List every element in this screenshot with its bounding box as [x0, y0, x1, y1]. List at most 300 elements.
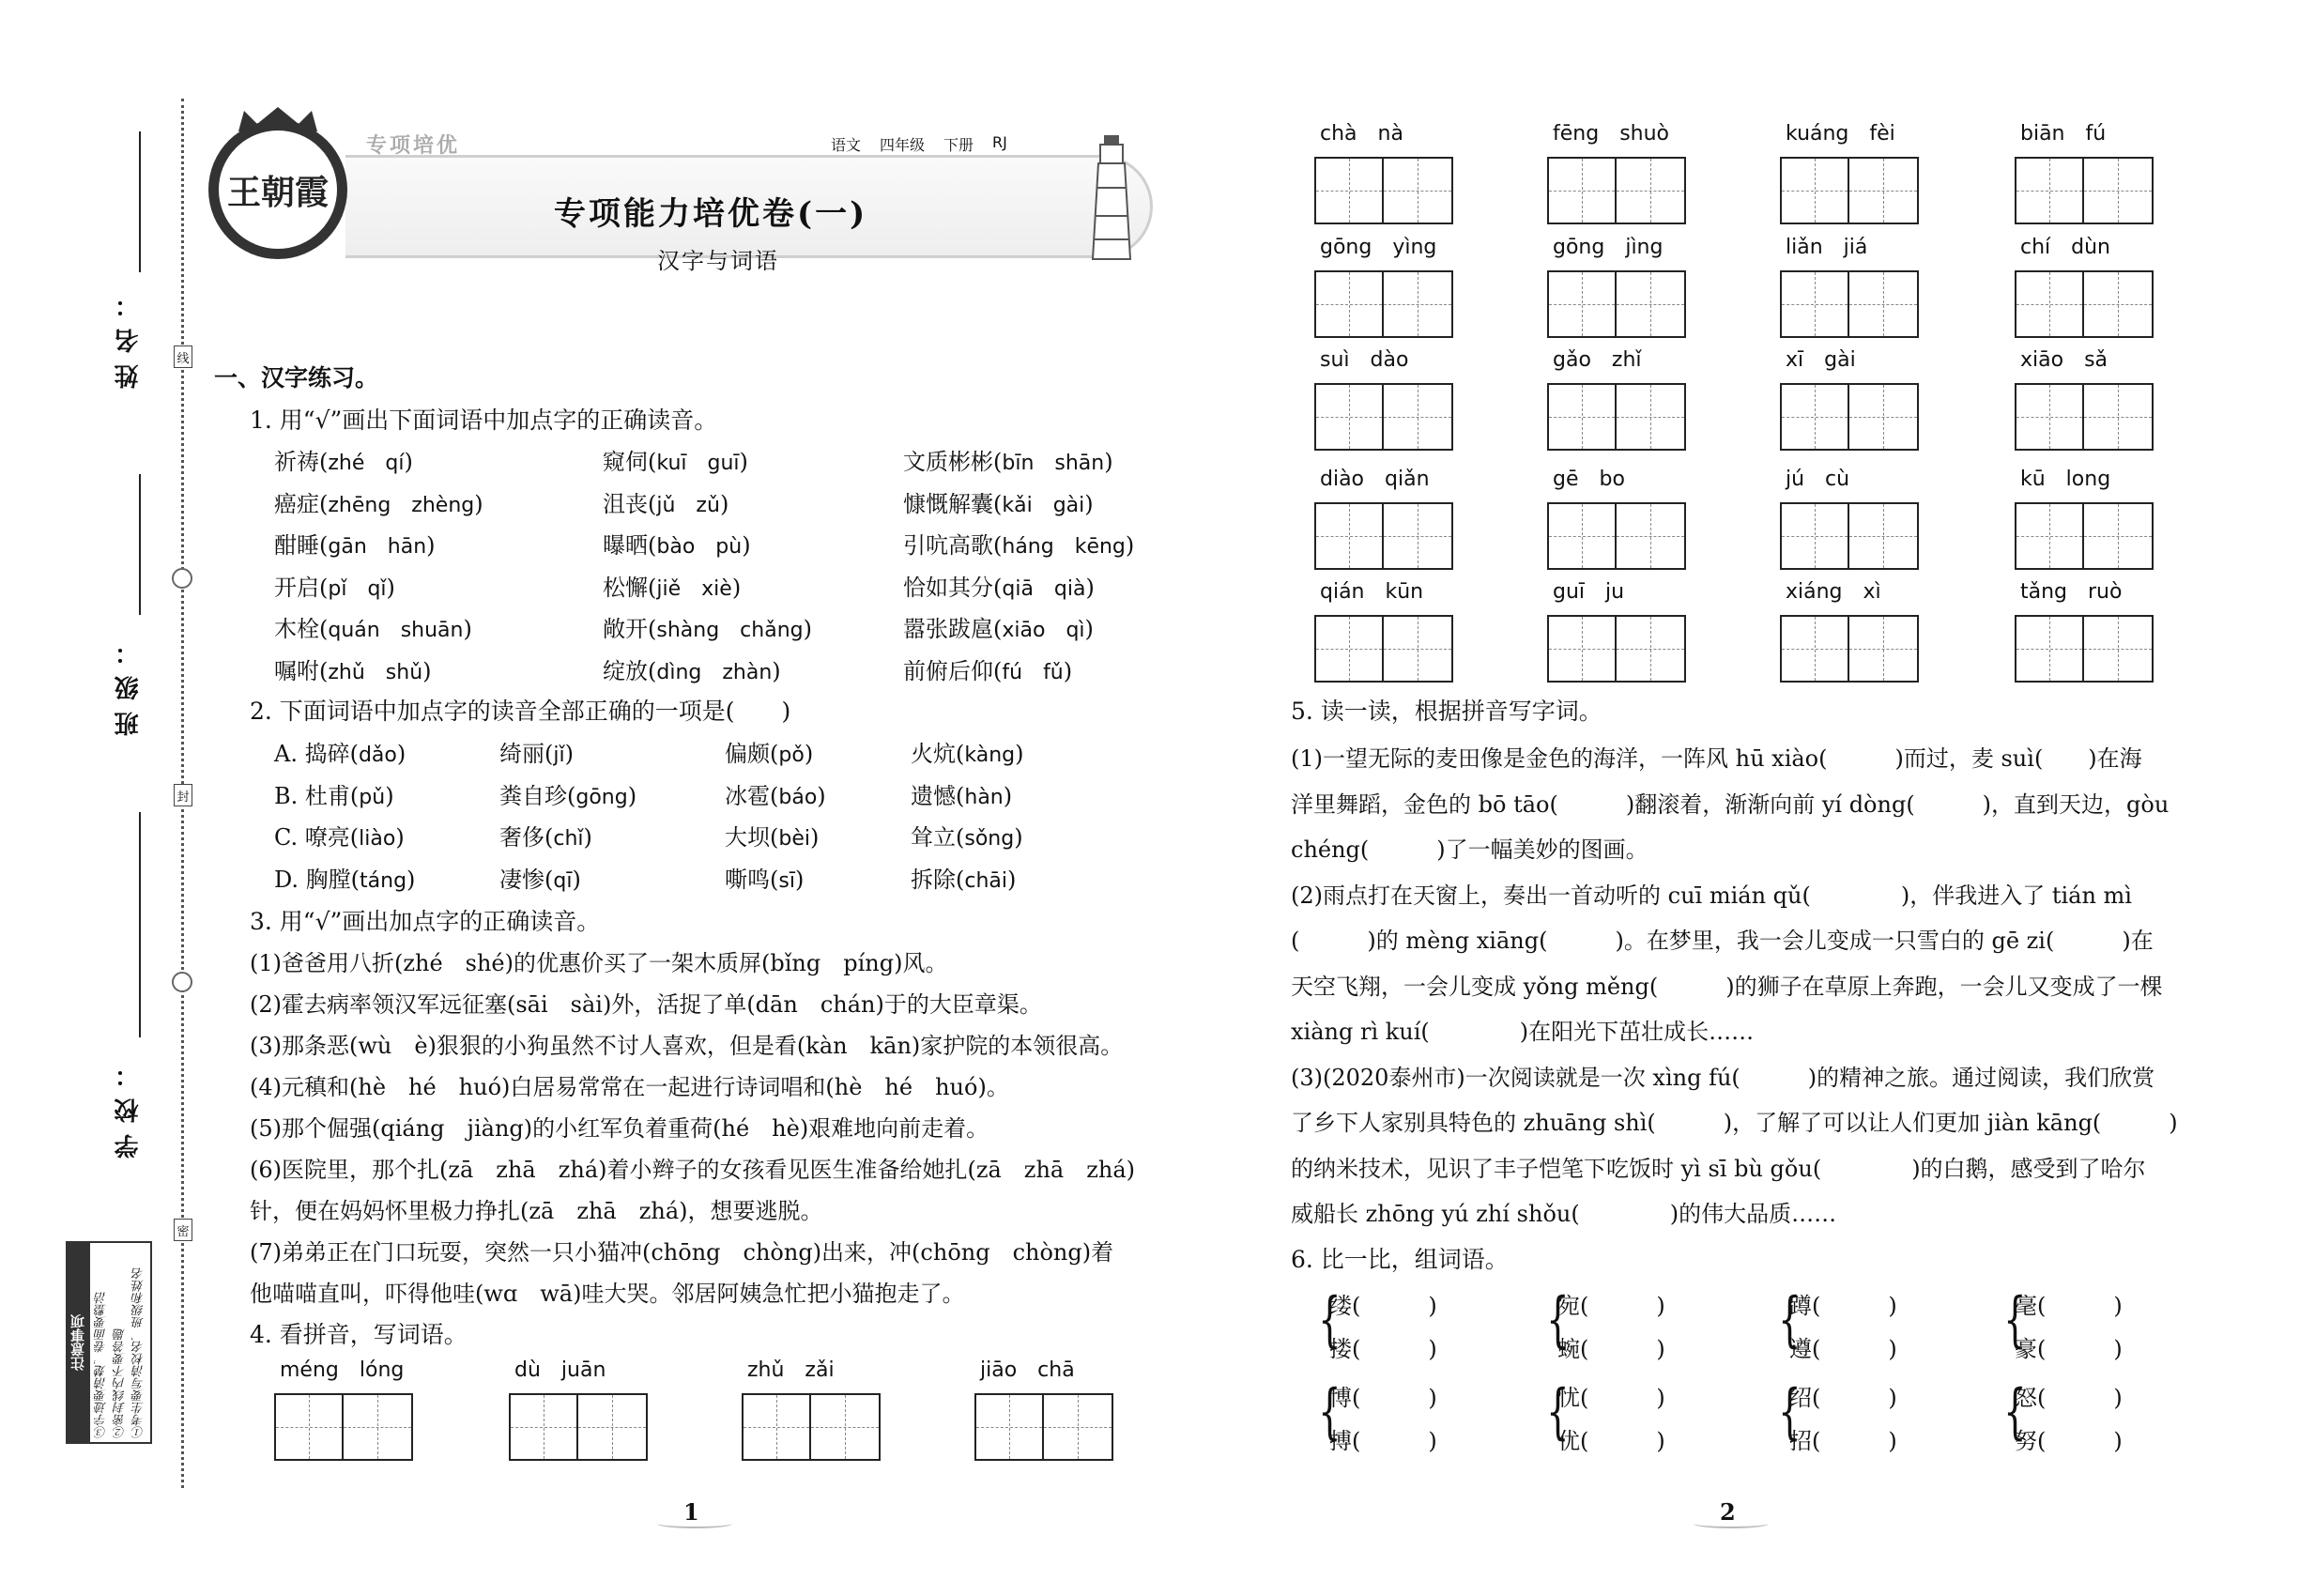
q1-item [603, 569, 741, 602]
grid-cell [1849, 617, 1917, 681]
q1-item [903, 443, 1113, 476]
grid-cell [1316, 617, 1384, 681]
q1-close: ) [474, 490, 483, 517]
q1-word: 祈祷( [274, 449, 329, 475]
grid-cell [1384, 385, 1451, 449]
grid-cell [1384, 504, 1451, 568]
q2-item [911, 861, 1016, 894]
school-label: 学校： [115, 1051, 143, 1159]
q1-item [903, 652, 1072, 685]
page-number-1: 1 [683, 1498, 699, 1526]
meta-grade: 四年级 [880, 136, 926, 154]
q1-word: 嘱咐( [274, 657, 329, 684]
writing-grid[interactable] [2015, 383, 2154, 451]
writing-grid[interactable] [1780, 383, 1919, 451]
lighthouse-icon [1087, 131, 1136, 263]
grid-cell [2084, 272, 2152, 336]
q2-pinyin: pǔ [359, 785, 386, 809]
q1-pinyin: bīn shān [1002, 452, 1105, 475]
q1-item [274, 485, 483, 518]
q5-line: xiàng rì kuí( )在阳光下茁壮成长…… [1291, 1019, 1755, 1045]
q2-close: ) [396, 741, 406, 767]
grid-cell [1849, 159, 1917, 223]
q2-word: 拆除( [911, 866, 965, 893]
header-tag: 专项培优 [366, 134, 461, 158]
grid-cell [1617, 617, 1684, 681]
grid-pinyin: chí dùn [2020, 236, 2111, 259]
pair-word[interactable]: 毫( ) [2015, 1293, 2123, 1319]
q2-item [725, 777, 826, 810]
grid-pinyin: gǎo zhǐ [1553, 348, 1642, 372]
q1-close: ) [803, 616, 812, 642]
q1-pinyin: xiāo qì [1002, 619, 1085, 642]
writing-grid[interactable] [1314, 270, 1453, 338]
grid-cell [1849, 385, 1917, 449]
grid-pinyin: gē bo [1553, 468, 1625, 491]
grid-cell [1782, 272, 1849, 336]
q2-item [274, 861, 415, 894]
grid-cell [1384, 272, 1451, 336]
q1-pinyin: shàng chǎng [656, 619, 804, 642]
grid-cell [1782, 385, 1849, 449]
circle-mark [172, 568, 192, 589]
q2-word: 凄惨( [499, 866, 554, 893]
q1-close: ) [742, 532, 751, 559]
writing-grid[interactable] [2015, 157, 2154, 224]
q2-word: 偏颇( [725, 741, 779, 767]
q1-close: ) [1084, 490, 1094, 517]
q2-pinyin: dǎo [358, 744, 397, 767]
class-label: 班级： [115, 629, 143, 736]
q2-word: 遗憾( [911, 782, 965, 809]
q5-line: (3)(2020泰州市)一次阅读就是一次 xìng fú( )的精神之旅。通过阅读，我们欣赏 [1291, 1064, 2155, 1091]
q1-word: 嚣张跋扈( [903, 616, 1003, 642]
page-number-2: 2 [1720, 1498, 1736, 1526]
pair-word[interactable]: 招( ) [1789, 1428, 1897, 1454]
q2-item [725, 819, 819, 852]
school-line [139, 812, 141, 1037]
q1-word: 木栓( [274, 616, 329, 642]
page-title: 专项能力培优卷(一) [554, 195, 868, 233]
q1-item [903, 610, 1094, 643]
q1-close: ) [422, 657, 432, 684]
q2-close: ) [627, 782, 637, 809]
q1-close: ) [1063, 657, 1073, 684]
q2-item [725, 735, 813, 768]
q1-word: 文质彬彬( [903, 449, 1003, 475]
grid-cell [976, 1395, 1044, 1459]
q2-close: ) [804, 741, 814, 767]
q3-line: (3)那条恶(wù è)狠狠的小狗虽然不讨人喜欢，但是看(kàn kān)家护院的本领很高。 [250, 1033, 1124, 1059]
writing-grid[interactable] [2015, 270, 2154, 338]
q1-word: 引吭高歌( [903, 532, 1003, 559]
q2-close: ) [572, 866, 581, 893]
pair-word[interactable]: 遵( ) [1789, 1336, 1897, 1362]
q2-pinyin: qī [553, 868, 573, 893]
writing-grid[interactable] [1547, 157, 1686, 224]
grid-pinyin: xiāo sǎ [2020, 348, 2108, 372]
q1-word: 慷慨解囊( [903, 490, 1003, 517]
cut-mark-secret: 密 [174, 1219, 192, 1241]
q2-word: B. 杜甫( [274, 782, 360, 809]
q1-pinyin: kǎi gài [1002, 493, 1085, 517]
grid-cell [2016, 504, 2084, 568]
q2-word: 火炕( [911, 741, 965, 767]
q1-word: 前俯后仰( [903, 657, 1003, 684]
writing-grid[interactable] [742, 1393, 881, 1461]
q1-word: 沮丧( [603, 490, 657, 517]
q1-pinyin: gān hān [328, 535, 427, 559]
grid-cell [1617, 159, 1684, 223]
word-pair [1776, 1284, 1897, 1371]
q1-word: 开启( [274, 574, 329, 601]
q1-word: 绽放( [603, 657, 657, 684]
q2-pinyin: chāi [964, 868, 1008, 893]
q1-word: 酣睡( [274, 532, 329, 559]
pair-word[interactable]: 蜿( ) [1557, 1336, 1665, 1362]
grid-cell [1316, 272, 1384, 336]
q2-word: 大坝( [725, 824, 779, 851]
q1-item [274, 527, 436, 560]
q2-pinyin: liào [359, 827, 396, 851]
writing-grid[interactable] [1314, 502, 1453, 570]
q2-item [911, 777, 1012, 810]
writing-grid[interactable] [1314, 383, 1453, 451]
cut-mark-line: 线 [174, 345, 192, 368]
q5-line: ( )的 mèng xiāng( )。在梦里，我一会儿变成一只雪白的 gē zi( )在 [1291, 928, 2154, 954]
q2-pinyin: gōng [575, 785, 628, 809]
grid-cell [1617, 504, 1684, 568]
writing-grid[interactable] [974, 1393, 1113, 1461]
q3-line: (7)弟弟正在门口玩耍，突然一只小猫冲(chōng chòng)出来，冲(chōng chòng)着 [250, 1239, 1114, 1266]
q2-close: ) [810, 824, 820, 851]
grid-pinyin: xī gài [1786, 348, 1856, 372]
pair-word[interactable]: 搂( ) [1329, 1336, 1437, 1362]
q2-close: ) [794, 866, 805, 893]
brace-icon: { [1778, 1285, 1802, 1355]
q1-pinyin: qiā qià [1002, 576, 1086, 601]
writing-grid[interactable] [1780, 270, 1919, 338]
pair-word[interactable]: 怒( ) [2015, 1385, 2123, 1411]
grid-cell [1316, 504, 1384, 568]
writing-grid[interactable] [1780, 502, 1919, 570]
q5-line: 了乡下人家别具特色的 zhuāng shì( )，了解了可以让人们更加 jiàn kāng( ) [1291, 1110, 2178, 1136]
q2-item [274, 735, 406, 768]
q2-word: C. 嘹亮( [274, 824, 360, 851]
question-6: 6. 比一比，组词语。 [1291, 1246, 1509, 1273]
grid-cell [2084, 504, 2152, 568]
q2-item [499, 861, 581, 894]
q2-close: ) [817, 782, 826, 809]
brace-icon: { [2003, 1377, 2027, 1447]
q2-word: 冰雹( [725, 782, 779, 809]
q1-word: 松懈( [603, 574, 657, 601]
grid-cell [2084, 617, 2152, 681]
grid-pinyin: dù juān [514, 1358, 606, 1382]
q1-item [603, 610, 812, 643]
grid-pinyin: méng lóng [280, 1358, 405, 1382]
brace-icon: { [1318, 1377, 1342, 1447]
question-4: 4. 看拼音，写词语。 [250, 1321, 468, 1348]
q2-item [499, 819, 592, 852]
notes-title: 注意事项 [68, 1243, 90, 1442]
writing-grid[interactable] [1547, 615, 1686, 683]
q2-pinyin: táng [360, 868, 407, 893]
grid-cell [1849, 272, 1917, 336]
brand-logo [208, 120, 347, 259]
grid-cell [511, 1395, 578, 1459]
q1-word: 窥伺( [603, 449, 657, 475]
q2-word: 绮丽( [499, 741, 554, 767]
q3-line: 他喵喵直叫，吓得他哇(wɑ wā)哇大哭。邻居阿姨急忙把小猫抱走了。 [250, 1281, 965, 1307]
note-item: ①考生要写清校名、班级和姓名 [131, 1267, 146, 1438]
grid-pinyin: zhǔ zǎi [747, 1358, 835, 1382]
logo-text: 王朝霞 [219, 130, 337, 249]
q1-close: ) [772, 657, 781, 684]
grid-cell [1849, 504, 1917, 568]
grid-cell [1549, 159, 1617, 223]
section-heading: 一、汉字练习。 [214, 364, 379, 391]
q1-close: ) [463, 616, 472, 642]
q3-line: (6)医院里，那个扎(zā zhā zhá)着小辫子的女孩看见医生准备给她扎(zā zhā zhá) [250, 1157, 1135, 1183]
pair-word[interactable]: 宛( ) [1557, 1293, 1665, 1319]
grid-pinyin: jú cù [1786, 468, 1850, 491]
writing-grid[interactable] [1547, 270, 1686, 338]
grid-cell [1782, 617, 1849, 681]
meta-volume: 下册 [943, 136, 974, 154]
grid-pinyin: diào qiǎn [1320, 468, 1430, 491]
grid-cell [1549, 385, 1617, 449]
note-item: ③字迹要清楚，卷面要整洁 [94, 1292, 109, 1438]
q5-line: chéng( )了一幅美妙的图画。 [1291, 836, 1648, 863]
writing-grid[interactable] [1780, 157, 1919, 224]
pair-word[interactable]: 搏( ) [1329, 1428, 1437, 1454]
q2-item [911, 819, 1023, 852]
grid-pinyin: gōng yìng [1320, 236, 1437, 259]
q3-line: 针，便在妈妈怀里极力挣扎(zā zhā zhá)，想要逃脱。 [250, 1198, 823, 1224]
writing-grid[interactable] [1314, 615, 1453, 683]
word-pair [2001, 1376, 2123, 1463]
meta-edition: RJ [992, 133, 1007, 151]
grid-cell [2016, 617, 2084, 681]
note-item: ②密封线内不要答题 [113, 1328, 128, 1438]
q2-close: ) [1014, 824, 1023, 851]
q5-line: (1)一望无际的麦田像是金色的海洋，一阵风 hū xiào( )而过，麦 suì( )在海 [1291, 745, 2142, 772]
grid-cell [2084, 159, 2152, 223]
q1-close: ) [1104, 449, 1113, 475]
q2-close: ) [1003, 782, 1013, 809]
q2-word: A. 捣碎( [274, 741, 359, 767]
grid-pinyin: gōng jìng [1553, 236, 1664, 259]
grid-cell [1549, 272, 1617, 336]
pair-word[interactable]: 努( ) [2015, 1428, 2123, 1454]
grid-cell [344, 1395, 411, 1459]
grid-pinyin: liǎn jiá [1786, 236, 1868, 259]
q1-close: ) [1085, 574, 1095, 601]
writing-grid[interactable] [2015, 615, 2154, 683]
word-pair [1316, 1376, 1437, 1463]
writing-grid[interactable] [1547, 502, 1686, 570]
q1-pinyin: fú fǔ [1002, 660, 1064, 684]
q1-item [603, 652, 781, 685]
q2-pinyin: sī [778, 868, 795, 893]
grid-cell [811, 1395, 879, 1459]
q3-line: (5)那个倔强(qiáng jiàng)的小红军负着重荷(hé hè)艰难地向前走着。 [250, 1115, 989, 1142]
q2-close: ) [564, 741, 574, 767]
q2-pinyin: kàng [964, 744, 1016, 767]
q1-close: ) [719, 490, 729, 517]
q1-close: ) [1084, 616, 1094, 642]
grid-cell [2016, 272, 2084, 336]
pair-word[interactable]: 缕( ) [1329, 1293, 1437, 1319]
q1-pinyin: zhǔ shǔ [328, 660, 423, 684]
pair-word[interactable]: 博( ) [1329, 1385, 1437, 1411]
q1-item [903, 569, 1095, 602]
writing-grid[interactable] [1547, 383, 1686, 451]
brace-icon: { [1778, 1377, 1802, 1447]
q1-item [903, 527, 1134, 560]
q1-pinyin: jǔ zǔ [656, 493, 720, 517]
question-1: 1. 用“√”画出下面词语中加点字的正确读音。 [250, 407, 718, 434]
q1-item [274, 610, 472, 643]
pair-word[interactable]: 忧( ) [1557, 1385, 1665, 1411]
brace-icon: { [1546, 1377, 1570, 1447]
q2-item [725, 861, 804, 894]
q2-pinyin: sǒng [964, 827, 1015, 851]
pair-word[interactable]: 优( ) [1557, 1428, 1665, 1454]
q1-pinyin: jiě xiè [656, 576, 732, 601]
brace-icon: { [1318, 1285, 1342, 1355]
grid-cell [1316, 159, 1384, 223]
q2-word: 嘶鸣( [725, 866, 779, 893]
question-3: 3. 用“√”画出加点字的正确读音。 [250, 908, 601, 935]
grid-cell [1384, 617, 1451, 681]
q1-close: ) [404, 449, 413, 475]
q1-item [603, 485, 728, 518]
grid-pinyin: chà nà [1320, 122, 1403, 146]
pair-word[interactable]: 绍( ) [1789, 1385, 1897, 1411]
writing-grid[interactable] [1780, 615, 1919, 683]
q2-word: 耸立( [911, 824, 965, 851]
q2-pinyin: pǒ [778, 744, 805, 767]
writing-grid[interactable] [509, 1393, 648, 1461]
grid-cell [1617, 272, 1684, 336]
grid-pinyin: kuáng fèi [1786, 122, 1895, 146]
q5-line: 的纳米技术，见识了丰子恺笔下吃饭时 yì sī bù gǒu( )的白鹅，感受到了哈尔 [1291, 1155, 2146, 1182]
grid-cell [1549, 504, 1617, 568]
q1-close: ) [739, 449, 748, 475]
q2-item [499, 777, 636, 810]
q1-close: ) [426, 532, 436, 559]
writing-grid[interactable] [1314, 157, 1453, 224]
grid-cell [1549, 617, 1617, 681]
cut-mark-seal: 封 [174, 784, 192, 806]
grid-pinyin: qián kūn [1320, 580, 1424, 604]
grid-cell [1316, 385, 1384, 449]
page-number-decoration [657, 1519, 732, 1528]
header-meta [831, 133, 1007, 155]
grid-cell [2016, 159, 2084, 223]
notes-box [66, 1241, 152, 1444]
grid-cell [1617, 385, 1684, 449]
q1-close: ) [1125, 532, 1135, 559]
q1-pinyin: kuī guī [656, 452, 740, 475]
name-label: 姓名： [115, 282, 143, 389]
word-pair [1544, 1376, 1665, 1463]
q1-word: 曝晒( [603, 532, 657, 559]
meta-subject: 语文 [831, 136, 862, 154]
word-pair [1776, 1376, 1897, 1463]
grid-cell [578, 1395, 646, 1459]
q2-word: 粪自珍( [499, 782, 576, 809]
q2-pinyin: bèi [778, 827, 810, 851]
q2-item [499, 735, 574, 768]
q1-pinyin: pǐ qǐ [328, 576, 387, 601]
question-5: 5. 读一读，根据拼音写字词。 [1291, 698, 1602, 725]
q2-close: ) [1007, 866, 1017, 893]
grid-cell [744, 1395, 811, 1459]
writing-grid[interactable] [274, 1393, 413, 1461]
q2-close: ) [406, 866, 416, 893]
q1-item [603, 443, 748, 476]
q1-pinyin: dìng zhàn [656, 660, 773, 684]
pair-word[interactable]: 豪( ) [2015, 1336, 2123, 1362]
q2-pinyin: jǐ [553, 744, 565, 767]
grid-cell [1384, 159, 1451, 223]
q1-close: ) [731, 574, 742, 601]
grid-pinyin: biān fú [2020, 122, 2107, 146]
grid-pinyin: jiāo chā [980, 1358, 1075, 1382]
grid-cell [1044, 1395, 1112, 1459]
q1-word: 敞开( [603, 616, 657, 642]
circle-mark [172, 972, 192, 992]
q1-item [903, 485, 1094, 518]
question-2: 2. 下面词语中加点字的读音全部正确的一项是( ) [250, 698, 791, 725]
page-subtitle: 汉字与词语 [657, 248, 779, 274]
q5-line: (2)雨点打在天窗上，奏出一首动听的 cuī mián qǔ( )，伴我进入了 tián mì [1291, 882, 2132, 909]
word-pair [1316, 1284, 1437, 1371]
q2-close: ) [385, 782, 394, 809]
grid-cell [1782, 159, 1849, 223]
q1-item [274, 569, 395, 602]
q1-close: ) [386, 574, 395, 601]
grid-pinyin: xiáng xì [1786, 580, 1881, 604]
grid-cell [2084, 385, 2152, 449]
q2-pinyin: hàn [964, 785, 1004, 809]
q3-line: (4)元稹和(hè hé huó)白居易常常在一起进行诗词唱和(hè hé huó)。 [250, 1074, 1009, 1100]
name-line [139, 131, 141, 272]
pair-word[interactable]: 蹲( ) [1789, 1293, 1897, 1319]
q3-line: (2)霍去病率领汉军远征塞(sāi sài)外，活捉了单(dān chán)于的大臣章渠。 [250, 991, 1042, 1018]
writing-grid[interactable] [2015, 502, 2154, 570]
page-number-decoration [1694, 1519, 1769, 1528]
q1-pinyin: bào pù [656, 535, 743, 559]
q2-item [911, 735, 1024, 768]
word-pair [2001, 1284, 2123, 1371]
q1-pinyin: quán shuān [328, 619, 464, 642]
brace-icon: { [2003, 1285, 2027, 1355]
q2-word: 奢侈( [499, 824, 554, 851]
q5-line: 洋里舞蹈，金色的 bō tāo( )翻滚着，渐渐向前 yí dòng( )，直到天边，gòu [1291, 790, 2170, 818]
q1-item [274, 652, 432, 685]
q2-pinyin: báo [778, 785, 818, 809]
grid-pinyin: suì dào [1320, 348, 1409, 372]
grid-pinyin: guī ju [1553, 580, 1625, 604]
q2-close: ) [395, 824, 405, 851]
q1-pinyin: zhēng zhèng [328, 493, 475, 517]
q2-close: ) [583, 824, 592, 851]
q1-pinyin: háng kēng [1002, 535, 1126, 559]
